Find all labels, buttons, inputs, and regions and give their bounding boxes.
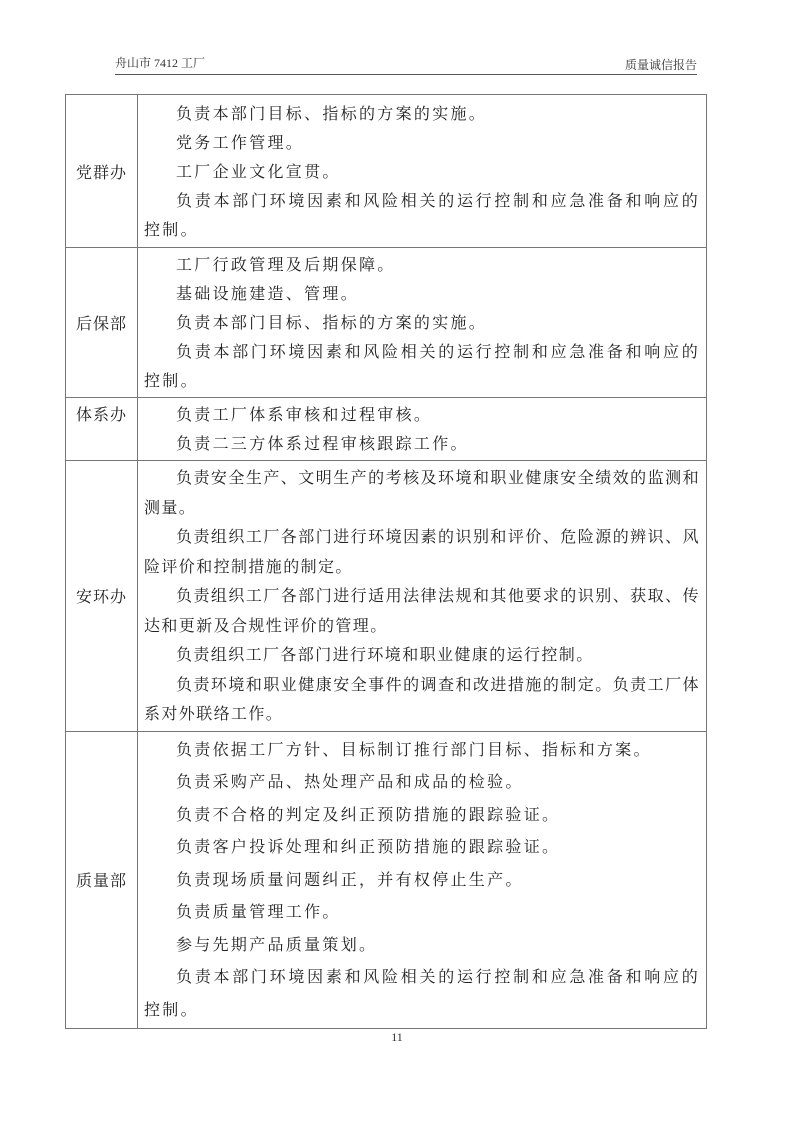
department-name: 党群办 [66, 95, 138, 248]
duty-item: 负责二三方体系过程审核跟踪工作。 [176, 434, 469, 453]
duty-item: 负责依据工厂方针、目标制订推行部门目标、指标和方案。 [176, 739, 652, 759]
duty-item: 负责本部门环境因素和风险相关的运行控制和应急准备和响应的控制。 [144, 342, 700, 390]
duty-item: 负责组织工厂各部门进行环境和职业健康的运行控制。 [176, 645, 594, 664]
duty-item: 负责组织工厂各部门进行适用法律法规和其他要求的识别、获取、传达和更新及合规性评价的管理。 [144, 586, 700, 635]
table-row-anhuanban [66, 461, 707, 732]
duty-list [138, 731, 707, 1029]
duty-item: 负责现场质量问题纠正，并有权停止生产。 [176, 869, 524, 889]
duty-item: 基础设施建造、管理。 [176, 284, 360, 303]
duty-item: 参与先期产品质量策划。 [176, 934, 378, 954]
department-name: 质量部 [66, 731, 138, 1029]
department-name: 后保部 [66, 248, 138, 398]
duty-item: 负责环境和职业健康安全事件的调查和改进措施的制定。负责工厂体系对外联络工作。 [144, 674, 700, 723]
table-row-tixiban [66, 398, 707, 461]
duty-list [138, 248, 707, 398]
duty-list [138, 461, 707, 732]
table-row-zhiliangbu [66, 731, 707, 1029]
duty-item: 负责本部门环境因素和风险相关的运行控制和应急准备和响应的控制。 [144, 967, 700, 1019]
table-row-houbaobu [66, 248, 707, 398]
duty-item: 负责工厂体系审核和过程审核。 [176, 405, 433, 424]
duty-item: 工厂行政管理及后期保障。 [176, 255, 396, 274]
page-header [115, 54, 697, 75]
duty-item: 负责客户投诉处理和纠正预防措施的跟踪验证。 [176, 837, 561, 856]
duty-list [138, 398, 707, 461]
duty-item: 负责组织工厂各部门进行环境因素的识别和评价、危险源的辨识、风险评价和控制措施的制定。 [144, 527, 700, 576]
duty-item: 负责安全生产、文明生产的考核及环境和职业健康安全绩效的监测和测量。 [144, 468, 700, 517]
header-company-name: 舟山市 7412 工厂 [115, 56, 206, 70]
duty-item: 负责本部门环境因素和风险相关的运行控制和应急准备和响应的控制。 [144, 190, 700, 239]
duty-list [138, 95, 707, 248]
table-row-dangqunban [66, 95, 707, 248]
header-report-title: 质量诚信报告 [624, 58, 697, 72]
duty-item: 负责质量管理工作。 [176, 902, 341, 921]
duty-item: 党务工作管理。 [176, 132, 305, 152]
duty-item: 负责不合格的判定及纠正预防措施的跟踪验证。 [176, 804, 561, 824]
duty-item: 负责本部门目标、指标的方案的实施。 [176, 313, 488, 332]
department-name: 安环办 [66, 461, 138, 732]
duty-item: 负责采购产品、热处理产品和成品的检验。 [176, 772, 524, 791]
department-name: 体系办 [66, 398, 138, 461]
duty-item: 负责本部门目标、指标的方案的实施。 [176, 103, 488, 123]
duty-item: 工厂企业文化宣贯。 [176, 161, 341, 181]
department-duty-table [65, 94, 707, 1029]
page-number: 11 [391, 1030, 403, 1044]
